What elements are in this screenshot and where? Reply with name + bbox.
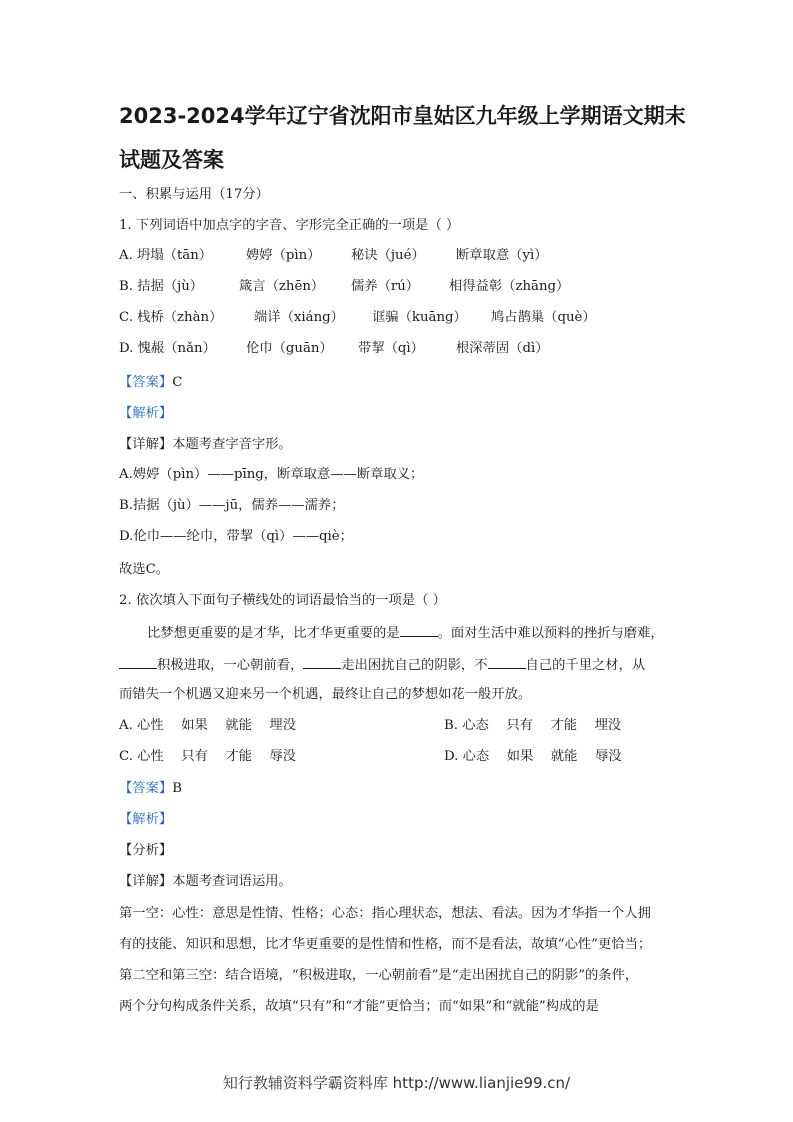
blank-4	[488, 656, 526, 669]
detail-tag: 【详解】	[119, 874, 173, 889]
blank-1	[400, 624, 438, 637]
q2-option-a: A. 心性 如果 就能 埋没	[119, 718, 297, 733]
q1-explain-d: D.伦巾——纶巾，带挈（qì）——qiè；	[119, 529, 353, 544]
q2-p2b: 走出困扰自己的阴影，不	[341, 658, 488, 673]
q1-b-1: B. 拮据（jù）	[119, 279, 204, 294]
q2-passage-line1	[147, 624, 664, 643]
detail-text: 本题考查词语运用。	[172, 874, 292, 889]
q1-c-2: 端详（xiáng）	[254, 310, 344, 325]
answer-value: B	[172, 781, 182, 796]
q1-a-3: 秘诀（jué）	[351, 248, 425, 263]
q1-d-4: 根深蒂固（dì）	[456, 341, 549, 356]
q1-analysis-tag: 【解析】	[119, 406, 173, 421]
q1-explain-a: A.娉婷（pìn）——pīng，断章取意——断章取义；	[119, 467, 424, 482]
q1-c-1: C. 栈桥（zhàn）	[119, 310, 223, 325]
answer-tag: 【答案】	[119, 781, 173, 796]
q2-explain-line1: 第一空：心性：意思是性情、性格；心态：指心理状态，想法、看法。因为才华指一个人拥	[119, 906, 651, 921]
q1-conclusion: 故选C。	[119, 562, 170, 577]
q1-a-4: 断章取意（yì）	[456, 248, 548, 263]
q1-d-2: 伦巾（guān）	[246, 341, 333, 356]
q1-a-1: A. 坍塌（tān）	[119, 248, 213, 263]
q1-b-3: 儒养（rú）	[351, 279, 420, 294]
footer-watermark: 知行教辅资料学霸资料库 http://www.lianjie99.cn/	[222, 1074, 571, 1092]
q2-explain-line2: 有的技能、知识和思想，比才华更重要的是性情和性格，而不是看法，故填“心性”更恰当；	[119, 937, 652, 952]
q1-answer	[119, 374, 182, 392]
detail-text: 本题考查字音字形。	[172, 437, 292, 452]
blank-3	[303, 656, 341, 669]
q1-explain-b: B.拮据（jù）——jū，儒养——濡养；	[119, 498, 345, 513]
q2-passage-line2	[119, 656, 645, 675]
q2-detail	[119, 873, 292, 891]
q1-b-2: 箴言（zhēn）	[239, 279, 325, 294]
q2-p2a: 积极进取，一心朝前看，	[157, 658, 304, 673]
section-heading: 一、积累与运用（17分）	[119, 187, 269, 202]
detail-tag: 【详解】	[119, 437, 173, 452]
q1-d-3: 带挈（qì）	[358, 341, 424, 356]
q1-a-2: 娉婷（pìn）	[246, 248, 321, 263]
doc-title-line1: 2023-2024学年辽宁省沈阳市皇姑区九年级上学期语文期末	[119, 104, 686, 128]
q2-option-b: B. 心态 只有 才能 埋没	[444, 718, 622, 733]
q2-explain-line3: 第二空和第三空：结合语境，“积极进取，一心朝前看”是“走出困扰自己的阴影”的条件，	[119, 968, 639, 983]
q1-c-4: 鸠占鹊巢（què）	[491, 310, 596, 325]
doc-title-line2: 试题及答案	[119, 148, 224, 172]
q1-b-4: 相得益彰（zhāng）	[449, 279, 570, 294]
blank-2	[119, 656, 157, 669]
q2-p2c: 自己的千里之材，从	[525, 658, 646, 673]
q2-passage-line3: 而错失一个机遇又迎来另一个机遇，最终让自己的梦想如花一般开放。	[119, 687, 532, 702]
answer-tag: 【答案】	[119, 375, 173, 390]
q1-d-1: D. 愧赧（nǎn）	[119, 341, 216, 356]
q2-answer	[119, 780, 182, 798]
answer-value: C	[172, 375, 183, 390]
q2-p1b: 。面对生活中难以预料的挫折与磨难，	[437, 626, 664, 641]
q2-explain-line4: 两个分句构成条件关系，故填“只有”和“才能”更恰当；而“如果”和“就能”构成的是	[119, 999, 599, 1014]
q2-fenxi-tag: 【分析】	[119, 843, 173, 858]
q2-analysis-tag: 【解析】	[119, 812, 173, 827]
q1-detail	[119, 436, 292, 454]
q1-c-3: 诓骗（kuāng）	[372, 310, 467, 325]
q1-stem: 1. 下列词语中加点字的字音、字形完全正确的一项是（ ）	[119, 218, 460, 233]
q2-option-d: D. 心态 如果 就能 辱没	[444, 749, 622, 764]
q2-p1a: 比梦想更重要的是才华，比才华更重要的是	[147, 626, 400, 641]
q2-stem: 2. 依次填入下面句子横线处的词语最恰当的一项是（ ）	[119, 593, 446, 608]
q2-option-c: C. 心性 只有 才能 辱没	[119, 749, 297, 764]
